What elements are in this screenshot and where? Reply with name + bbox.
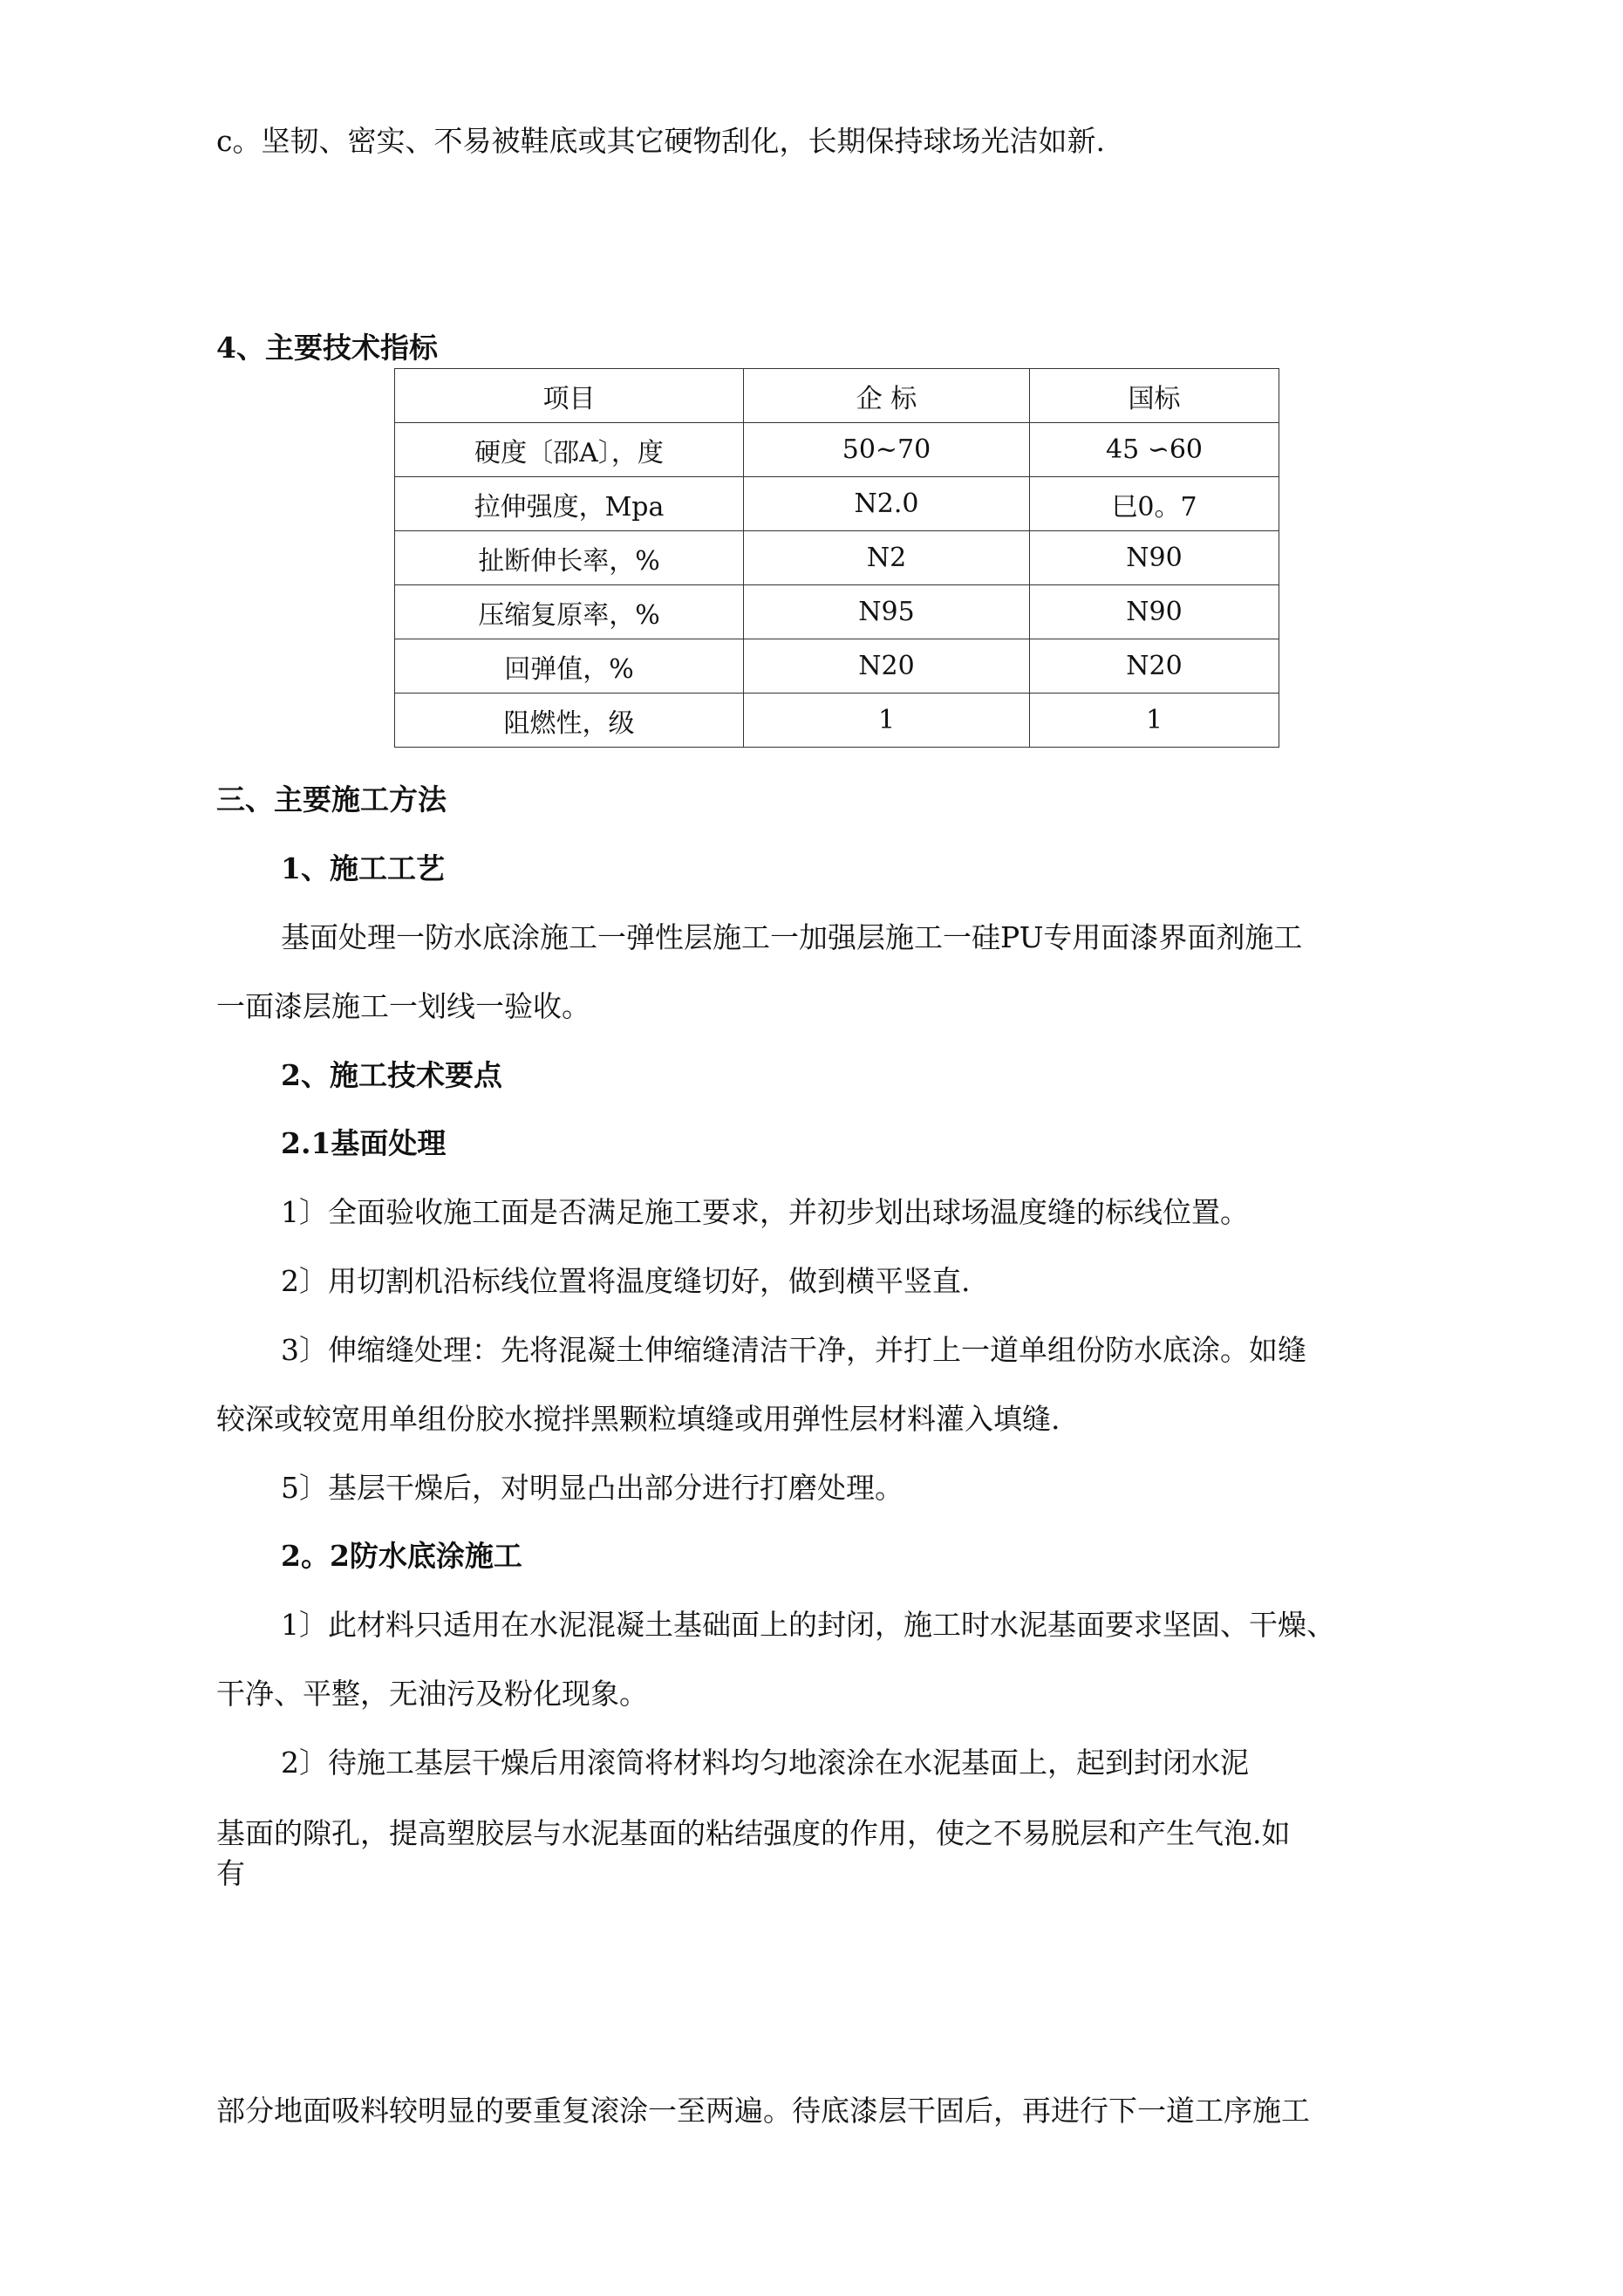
paragraph-c: c。坚韧、密实、不易被鞋底或其它硬物刮化，长期保持球场光洁如新. [216, 124, 1105, 158]
base-item-3-line-2: 较深或较宽用单组份胶水搅拌黑颗粒填缝或用弹性层材料灌入填缝. [216, 1402, 1060, 1436]
table-cell: 1 [744, 694, 1030, 748]
primer-item-2-line-2: 基面的隙孔，提高塑胶层与水泥基面的粘结强度的作用，使之不易脱层和产生气泡.如 [216, 1816, 1291, 1850]
table-header-row [395, 369, 1279, 423]
technical-specs-table [394, 368, 1279, 748]
base-item-2: 2〕用切割机沿标线位置将温度缝切好，做到横平竖直. [281, 1264, 971, 1298]
table-row [395, 531, 1279, 585]
table-cell: 扯断伸长率，% [395, 531, 744, 585]
base-item-3-line-1: 3〕伸缩缝处理：先将混凝土伸缩缝清洁干净，并打上一道单组份防水底涂。如缝 [281, 1333, 1306, 1367]
table-cell: 阻燃性，级 [395, 694, 744, 748]
section-4-title: 4、主要技术指标 [216, 331, 438, 365]
subsection-1-title: 1、施工工艺 [281, 851, 445, 885]
table-cell: N2 [744, 531, 1030, 585]
table-cell: 45 ∽60 [1030, 423, 1279, 477]
table-cell: N20 [1030, 639, 1279, 694]
table-cell: 巳0。7 [1030, 477, 1279, 531]
header-national-standard: 国标 [1030, 369, 1279, 423]
header-enterprise-standard: 企 标 [744, 369, 1030, 423]
table-cell: N20 [744, 639, 1030, 694]
subsection-2-title: 2、施工技术要点 [281, 1058, 502, 1092]
process-line-1: 基面处理一防水底涂施工一弹性层施工一加强层施工一硅PU专用面漆界面剂施工 [281, 920, 1303, 954]
header-item: 项目 [395, 369, 744, 423]
table-cell: 硬度〔邵A〕，度 [395, 423, 744, 477]
primer-item-2-line-3: 有 [216, 1856, 245, 1890]
primer-item-2-line-1: 2〕待施工基层干燥后用滚筒将材料均匀地滚涂在水泥基面上，起到封闭水泥 [281, 1746, 1249, 1780]
subsection-2-1-title: 2.1基面处理 [281, 1126, 447, 1160]
base-item-5: 5〕基层干燥后，对明显凸出部分进行打磨处理。 [281, 1471, 904, 1505]
table-cell: N90 [1030, 531, 1279, 585]
primer-item-1-line-1: 1〕此材料只适用在水泥混凝土基础面上的封闭，施工时水泥基面要求坚固、干燥、 [281, 1608, 1335, 1642]
table-row [395, 423, 1279, 477]
table-cell: N2.0 [744, 477, 1030, 531]
table-row [395, 639, 1279, 694]
table-cell: 1 [1030, 694, 1279, 748]
base-item-1: 1〕全面验收施工面是否满足施工要求，并初步划出球场温度缝的标线位置。 [281, 1195, 1249, 1229]
primer-item-1-line-2: 干净、平整，无油污及粉化现象。 [216, 1677, 648, 1711]
process-line-2: 一面漆层施工一划线一验收。 [216, 989, 590, 1023]
table-cell: 拉伸强度，Mpa [395, 477, 744, 531]
table-row [395, 694, 1279, 748]
table-cell: 回弹值，% [395, 639, 744, 694]
table-cell: N90 [1030, 585, 1279, 639]
table-cell: N95 [744, 585, 1030, 639]
primer-item-2-line-4: 部分地面吸料较明显的要重复滚涂一至两遍。待底漆层干固后，再进行下一道工序施工 [216, 2094, 1310, 2128]
table-cell: 压缩复原率，% [395, 585, 744, 639]
table-row [395, 477, 1279, 531]
table-cell: 50~70 [744, 423, 1030, 477]
section-3-title: 三、主要施工方法 [216, 782, 447, 817]
subsection-2-2-title: 2。2防水底涂施工 [281, 1539, 522, 1573]
table-row [395, 585, 1279, 639]
